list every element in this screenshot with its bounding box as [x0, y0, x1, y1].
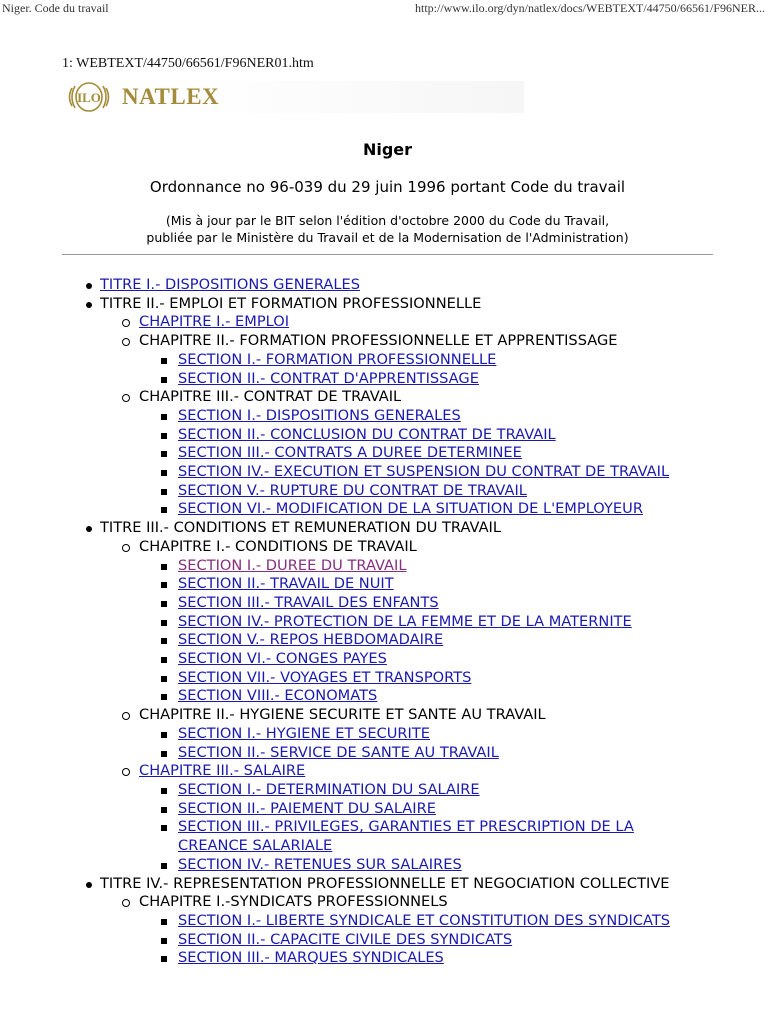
toc-section-item[interactable] — [0, 557, 692, 576]
toc-chapitre-label: CHAPITRE II.- HYGIENE SECURITE ET SANTE AU TRAVAIL — [139, 706, 546, 724]
square-bullet-icon — [161, 414, 167, 420]
square-bullet-icon — [161, 433, 167, 439]
document-subtitle: Ordonnance no 96-039 du 29 juin 1996 portant Code du travail — [149, 178, 626, 196]
toc-section-item[interactable] — [0, 856, 692, 875]
table-of-contents — [0, 276, 768, 968]
natlex-logo — [66, 77, 524, 117]
toc-chapitre-label: CHAPITRE III.- CONTRAT DE TRAVAIL — [139, 388, 402, 406]
square-bullet-icon — [161, 377, 167, 383]
print-header-url: http://www.ilo.org/dyn/natlex/docs/WEBTEXT/44750/66561/F96NER... — [415, 1, 765, 15]
toc-sublist — [139, 351, 692, 388]
toc-section-item[interactable] — [0, 687, 692, 706]
square-bullet-icon — [161, 956, 167, 962]
square-bullet-icon — [161, 919, 167, 925]
toc-section-link[interactable]: SECTION VI.- MODIFICATION DE LA SITUATION DE L'EMPLOYEUR — [178, 500, 643, 518]
circle-bullet-icon — [122, 899, 130, 907]
toc-chapitre-label: CHAPITRE I.-SYNDICATS PROFESSIONNELS — [139, 893, 448, 911]
toc-sublist — [139, 912, 692, 968]
disc-bullet-icon — [86, 283, 92, 289]
toc-sublist — [100, 538, 692, 875]
ilo-emblem-icon — [66, 78, 112, 116]
toc-section-link[interactable]: SECTION IV.- RETENUES SUR SALAIRES — [178, 855, 462, 873]
toc-titre-label: TITRE IV.- REPRESENTATION PROFESSIONNELLE ET NEGOCIATION COLLECTIVE — [100, 874, 670, 892]
toc-list — [0, 276, 768, 968]
toc-chapitre-item — [0, 538, 692, 706]
square-bullet-icon — [161, 638, 167, 644]
toc-section-link[interactable]: SECTION VII.- VOYAGES ET TRANSPORTS — [178, 668, 472, 686]
square-bullet-icon — [161, 676, 167, 682]
toc-section-item[interactable] — [0, 613, 692, 632]
edition-note-line-2: publiée par le Ministère du Travail et de la Modernisation de l'Administration) — [146, 230, 629, 245]
toc-section-link[interactable]: SECTION VIII.- ECONOMATS — [178, 687, 378, 705]
toc-section-link[interactable]: SECTION III.- PRIVILEGES, GARANTIES ET PRESCRIPTION DE LA CREANCE SALARIALE — [178, 818, 634, 855]
toc-titre-label: TITRE II.- EMPLOI ET FORMATION PROFESSIONNELLE — [100, 294, 482, 312]
toc-chapitre-link[interactable]: CHAPITRE III.- SALAIRE — [139, 762, 306, 780]
toc-section-link[interactable]: SECTION II.- CAPACITE CIVILE DES SYNDICATS — [178, 930, 513, 948]
edition-note — [0, 212, 768, 246]
circle-bullet-icon — [122, 768, 130, 776]
toc-section-link[interactable]: SECTION II.- CONCLUSION DU CONTRAT DE TRAVAIL — [178, 425, 556, 443]
document-path: 1: WEBTEXT/44750/66561/F96NER01.htm — [62, 56, 314, 71]
toc-section-item[interactable] — [0, 594, 692, 613]
toc-section-link[interactable]: SECTION II.- CONTRAT D'APPRENTISSAGE — [178, 369, 479, 387]
square-bullet-icon — [161, 788, 167, 794]
circle-bullet-icon — [122, 394, 130, 402]
toc-section-item[interactable] — [0, 370, 692, 389]
toc-chapitre-link[interactable]: CHAPITRE I.- EMPLOI — [139, 313, 290, 331]
logo-text: NATLEX — [122, 84, 220, 109]
toc-section-item[interactable] — [0, 631, 692, 650]
toc-section-link[interactable]: SECTION I.- DUREE DU TRAVAIL — [178, 556, 407, 574]
disc-bullet-icon — [86, 302, 92, 308]
square-bullet-icon — [161, 732, 167, 738]
toc-section-link[interactable]: SECTION I.- DISPOSITIONS GENERALES — [178, 406, 461, 424]
toc-section-link[interactable]: SECTION III.- MARQUES SYNDICALES — [178, 949, 444, 967]
toc-section-link[interactable]: SECTION I.- FORMATION PROFESSIONNELLE — [178, 350, 497, 368]
circle-bullet-icon — [122, 544, 130, 552]
circle-bullet-icon — [122, 319, 130, 327]
toc-chapitre-item — [0, 706, 692, 762]
toc-section-item[interactable] — [0, 931, 692, 950]
toc-titre-item — [0, 519, 692, 874]
toc-section-item[interactable] — [0, 407, 692, 426]
toc-section-link[interactable]: SECTION IV.- EXECUTION ET SUSPENSION DU CONTRAT DE TRAVAIL — [178, 463, 670, 481]
toc-section-link[interactable]: SECTION VI.- CONGES PAYES — [178, 650, 387, 668]
toc-section-link[interactable]: SECTION III.- CONTRATS A DUREE DETERMINEE — [178, 444, 522, 462]
horizontal-divider — [62, 254, 713, 255]
square-bullet-icon — [161, 694, 167, 700]
toc-section-link[interactable]: SECTION IV.- PROTECTION DE LA FEMME ET DE LA MATERNITE — [178, 612, 632, 630]
square-bullet-icon — [161, 582, 167, 588]
square-bullet-icon — [161, 657, 167, 663]
square-bullet-icon — [161, 489, 167, 495]
svg-text:ILO: ILO — [77, 90, 101, 105]
toc-section-item[interactable] — [0, 781, 692, 800]
toc-section-item[interactable] — [0, 351, 692, 370]
toc-chapitre-item[interactable] — [0, 313, 692, 332]
toc-sublist — [100, 893, 692, 968]
toc-section-link[interactable]: SECTION II.- SERVICE DE SANTE AU TRAVAIL — [178, 743, 499, 761]
square-bullet-icon — [161, 620, 167, 626]
toc-section-item[interactable] — [0, 650, 692, 669]
square-bullet-icon — [161, 358, 167, 364]
toc-chapitre-label: CHAPITRE I.- CONDITIONS DE TRAVAIL — [139, 537, 417, 555]
toc-section-link[interactable]: SECTION V.- RUPTURE DU CONTRAT DE TRAVAIL — [178, 481, 527, 499]
toc-titre-link[interactable]: TITRE I.- DISPOSITIONS GENERALES — [100, 276, 360, 293]
circle-bullet-icon — [122, 712, 130, 720]
toc-sublist — [100, 313, 692, 519]
toc-section-item[interactable] — [0, 482, 692, 501]
square-bullet-icon — [161, 470, 167, 476]
toc-section-item[interactable] — [0, 800, 692, 819]
square-bullet-icon — [161, 751, 167, 757]
toc-section-item[interactable] — [0, 818, 692, 855]
toc-section-item[interactable] — [0, 426, 692, 445]
toc-chapitre-label: CHAPITRE II.- FORMATION PROFESSIONNELLE ET APPRENTISSAGE — [139, 332, 618, 350]
square-bullet-icon — [161, 807, 167, 813]
toc-section-link[interactable]: SECTION I.- HYGIENE ET SECURITE — [178, 724, 430, 742]
toc-section-item[interactable] — [0, 463, 692, 482]
toc-section-link[interactable]: SECTION III.- TRAVAIL DES ENFANTS — [178, 593, 439, 611]
logo-band — [186, 81, 524, 113]
toc-titre-item — [0, 295, 692, 519]
toc-section-link[interactable]: SECTION II.- TRAVAIL DE NUIT — [178, 575, 394, 593]
disc-bullet-icon — [86, 526, 92, 532]
toc-section-link[interactable]: SECTION V.- REPOS HEBDOMADAIRE — [178, 631, 444, 649]
toc-section-item[interactable] — [0, 949, 692, 968]
toc-chapitre-item — [0, 332, 692, 388]
square-bullet-icon — [161, 601, 167, 607]
toc-section-item[interactable] — [0, 575, 692, 594]
toc-chapitre-item[interactable] — [0, 762, 692, 874]
toc-section-item[interactable] — [0, 669, 692, 688]
toc-chapitre-item — [0, 388, 692, 519]
print-header — [0, 0, 768, 20]
square-bullet-icon — [161, 451, 167, 457]
disc-bullet-icon — [86, 882, 92, 888]
toc-titre-item[interactable] — [0, 276, 692, 295]
toc-titre-label: TITRE III.- CONDITIONS ET REMUNERATION DU TRAVAIL — [100, 519, 501, 537]
toc-sublist — [139, 781, 692, 875]
toc-chapitre-item — [0, 893, 692, 968]
circle-bullet-icon — [122, 338, 130, 346]
toc-titre-item — [0, 875, 692, 969]
toc-section-item[interactable] — [0, 744, 692, 763]
square-bullet-icon — [161, 564, 167, 570]
toc-section-link[interactable]: SECTION II.- PAIEMENT DU SALAIRE — [178, 799, 436, 817]
square-bullet-icon — [161, 863, 167, 869]
toc-sublist — [139, 725, 692, 762]
square-bullet-icon — [161, 507, 167, 513]
toc-section-item[interactable] — [0, 912, 692, 931]
edition-note-line-1: (Mis à jour par le BIT selon l'édition d'octobre 2000 du Code du Travail, — [165, 213, 610, 228]
print-header-title: Niger. Code du travail — [2, 1, 109, 15]
toc-section-link[interactable]: SECTION I.- DETERMINATION DU SALAIRE — [178, 780, 480, 798]
toc-sublist — [139, 407, 692, 519]
toc-section-item[interactable] — [0, 725, 692, 744]
toc-section-item[interactable] — [0, 444, 692, 463]
toc-sublist — [139, 557, 692, 707]
square-bullet-icon — [161, 825, 167, 831]
toc-section-link[interactable]: SECTION I.- LIBERTE SYNDICALE ET CONSTITUTION DES SYNDICATS — [178, 911, 671, 929]
page-title: Niger — [362, 140, 413, 159]
square-bullet-icon — [161, 938, 167, 944]
toc-section-item[interactable] — [0, 500, 692, 519]
